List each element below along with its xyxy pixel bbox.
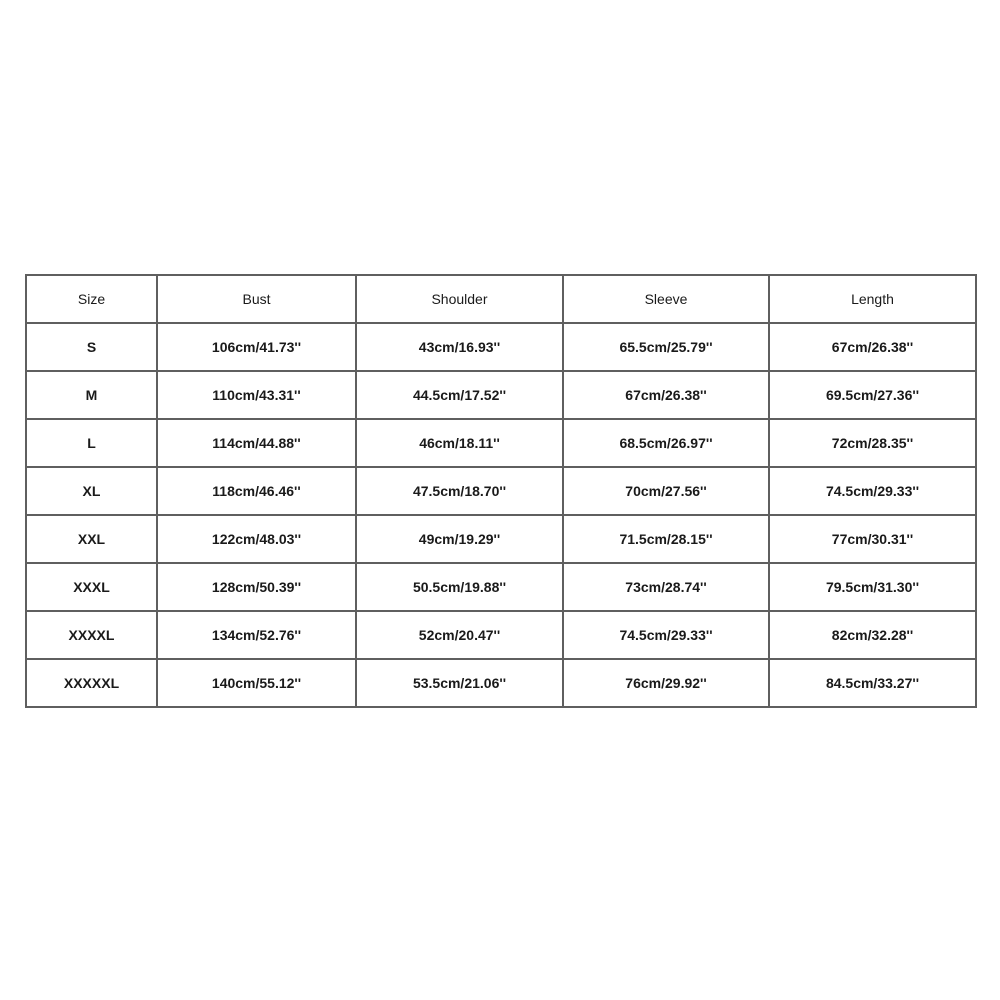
cell-length: 77cm/30.31''	[769, 515, 976, 563]
cell-length: 82cm/32.28''	[769, 611, 976, 659]
header-row	[26, 275, 976, 323]
cell-sleeve: 67cm/26.38''	[563, 371, 769, 419]
cell-size: S	[26, 323, 157, 371]
cell-bust: 118cm/46.46''	[157, 467, 356, 515]
table-row	[26, 419, 976, 467]
header-bust: Bust	[157, 275, 356, 323]
cell-size: XXXXL	[26, 611, 157, 659]
cell-shoulder: 52cm/20.47''	[356, 611, 563, 659]
cell-sleeve: 76cm/29.92''	[563, 659, 769, 707]
cell-shoulder: 53.5cm/21.06''	[356, 659, 563, 707]
table-row	[26, 563, 976, 611]
cell-bust: 114cm/44.88''	[157, 419, 356, 467]
cell-length: 72cm/28.35''	[769, 419, 976, 467]
table-row	[26, 611, 976, 659]
cell-sleeve: 74.5cm/29.33''	[563, 611, 769, 659]
cell-bust: 106cm/41.73''	[157, 323, 356, 371]
cell-shoulder: 47.5cm/18.70''	[356, 467, 563, 515]
table-row	[26, 467, 976, 515]
cell-size: L	[26, 419, 157, 467]
cell-length: 84.5cm/33.27''	[769, 659, 976, 707]
cell-sleeve: 71.5cm/28.15''	[563, 515, 769, 563]
cell-size: M	[26, 371, 157, 419]
cell-length: 74.5cm/29.33''	[769, 467, 976, 515]
table-row	[26, 515, 976, 563]
cell-size: XXXXXL	[26, 659, 157, 707]
table-row	[26, 659, 976, 707]
cell-shoulder: 43cm/16.93''	[356, 323, 563, 371]
size-chart-table	[25, 274, 977, 708]
cell-sleeve: 73cm/28.74''	[563, 563, 769, 611]
cell-bust: 140cm/55.12''	[157, 659, 356, 707]
header-length: Length	[769, 275, 976, 323]
header-size: Size	[26, 275, 157, 323]
cell-shoulder: 50.5cm/19.88''	[356, 563, 563, 611]
cell-length: 79.5cm/31.30''	[769, 563, 976, 611]
cell-bust: 134cm/52.76''	[157, 611, 356, 659]
cell-length: 69.5cm/27.36''	[769, 371, 976, 419]
cell-sleeve: 65.5cm/25.79''	[563, 323, 769, 371]
cell-sleeve: 70cm/27.56''	[563, 467, 769, 515]
table-row	[26, 371, 976, 419]
cell-bust: 110cm/43.31''	[157, 371, 356, 419]
cell-shoulder: 49cm/19.29''	[356, 515, 563, 563]
cell-bust: 128cm/50.39''	[157, 563, 356, 611]
cell-bust: 122cm/48.03''	[157, 515, 356, 563]
table-row	[26, 323, 976, 371]
cell-length: 67cm/26.38''	[769, 323, 976, 371]
header-shoulder: Shoulder	[356, 275, 563, 323]
cell-shoulder: 44.5cm/17.52''	[356, 371, 563, 419]
cell-sleeve: 68.5cm/26.97''	[563, 419, 769, 467]
header-sleeve: Sleeve	[563, 275, 769, 323]
cell-shoulder: 46cm/18.11''	[356, 419, 563, 467]
cell-size: XL	[26, 467, 157, 515]
cell-size: XXL	[26, 515, 157, 563]
cell-size: XXXL	[26, 563, 157, 611]
